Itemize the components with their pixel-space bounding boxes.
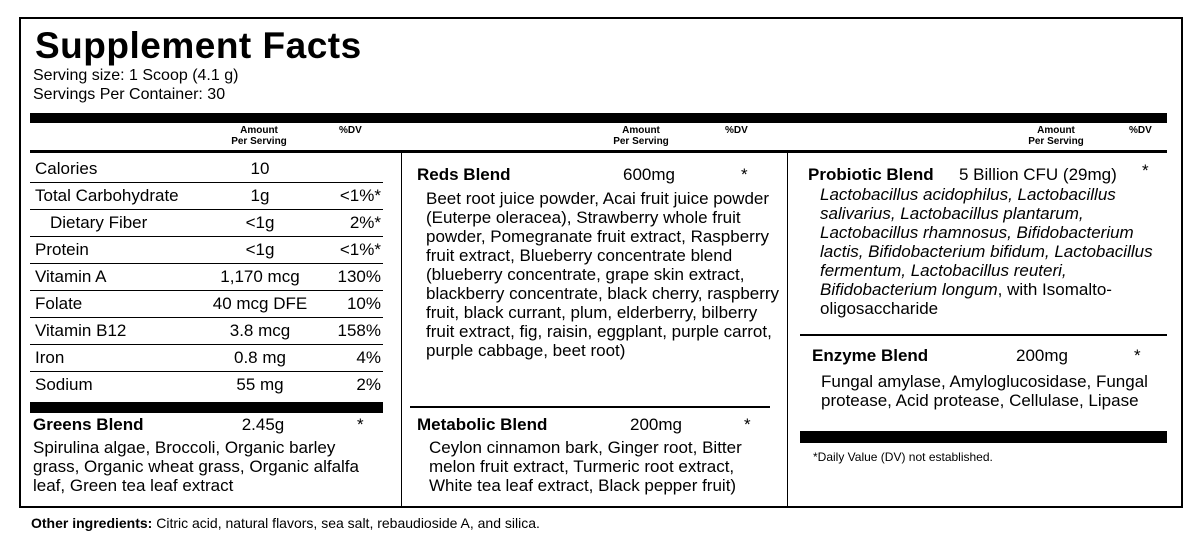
nutrient-amount: 0.8 mg [234,348,286,367]
dv-header-col3: %DV [1129,125,1152,136]
reds-blend-name: Reds Blend [417,165,511,184]
nutrient-name: Vitamin B12 [35,321,127,340]
nutrient-amount: 1,170 mcg [220,267,300,286]
greens-blend-dv: * [357,415,364,434]
other-ingredients-label: Other ingredients: [31,515,153,531]
nutrient-row [30,345,383,372]
nutrient-name: Iron [35,348,65,367]
nutrient-name: Total Carbohydrate [35,186,179,205]
amount-header-col2: Amount Per Serving [613,125,669,147]
greens-blend-ingredients: Spirulina algae, Broccoli, Organic barley grass, Organic wheat grass, Organic alfalfa leaf, Green tea leaf extract [33,438,359,495]
nutrient-name: Vitamin A [35,267,107,286]
metabolic-blend-ingredients: Ceylon cinnamon bark, Ginger root, Bitter melon fruit extract, Turmeric root extract, White tea leaf extract, Black pepper fruit) [429,438,742,495]
nutrient-row [30,237,383,264]
nutrient-amount: 3.8 mcg [229,321,291,340]
nutrient-row [30,372,383,399]
nutrient-name: Sodium [35,375,93,394]
enzyme-blend-dv: * [1134,346,1141,365]
enzyme-blend-ingredients: Fungal amylase, Amyloglucosidase, Fungal protease, Acid protease, Cellulase, Lipase [821,372,1148,410]
probiotic-strains: Lactobacillus acidophilus, Lactobacillus salivarius, Lactobacillus plantarum, Lactobacillus rhamnosus, Bifidobacterium lactis, Bifidobacterium bifidum, Lactobacillus fermentum, Lactobacillus reuteri, Bifidobacterium longum [820,185,1153,299]
enzyme-blend-amount: 200mg [1016,346,1068,365]
greens-blend-amount: 2.45g [241,415,285,434]
metabolic-divider [410,406,770,408]
enzyme-divider [800,334,1167,336]
dv-header-col1: %DV [339,125,362,136]
nutrient-row [30,264,383,291]
reds-blend-ingredients: Beet root juice powder, Acai fruit juice powder (Euterpe oleracea), Strawberry whole fruit powder, Pomegranate fruit extract, Raspberry fruit extract, Blueberry concentrate blend (blueberry concentrate, grape skin extract, blackberry concentrate, black cherry, raspberry fruit, black currant, plum, elderberry, bilberry fruit extract, fig, raisin, eggplant, purple carrot, purple cabbage, beet root) [426,189,780,360]
nutrient-name: Calories [35,159,98,178]
metabolic-blend-amount: 200mg [630,415,682,434]
supplement-facts-panel [19,17,1183,508]
nutrient-amount: 40 mcg DFE [212,294,308,313]
nutrient-dv: 2% [356,375,381,394]
reds-blend-dv: * [741,165,748,184]
nutrient-amount: <1g [245,213,275,232]
enzyme-blend-name: Enzyme Blend [812,346,929,365]
nutrient-dv: 130% [337,267,381,286]
nutrient-amount: 55 mg [236,375,284,394]
nutrient-amount: <1g [245,240,275,259]
nutrient-name: Folate [35,294,83,313]
serving-size: Serving size: 1 Scoop (4.1 g) [33,67,239,84]
probiotic-blend-amount: 5 Billion CFU (29mg) [959,165,1117,184]
nutrient-row [30,183,383,210]
header-rule [30,150,1167,153]
nutrient-name: Protein [35,240,89,259]
page-title: Supplement Facts [35,25,362,66]
column-divider-2 [787,153,788,508]
nutrient-row [30,210,383,237]
nutrient-dv: 158% [337,321,381,340]
nutrient-row [30,291,383,318]
top-divider [30,113,1167,123]
nutrient-row [30,156,383,183]
nutrient-dv: 2%* [349,213,381,232]
metabolic-blend-name: Metabolic Blend [417,415,548,434]
nutrient-amount: 10 [250,159,270,178]
nutrient-row [30,318,383,345]
amount-header-col1: Amount Per Serving [231,125,287,147]
nutrient-name: Dietary Fiber [50,213,148,232]
probiotic-carrier: , with Isomalto-oligosaccharide [820,280,1112,318]
servings-per-container: Servings Per Container: 30 [33,86,226,103]
probiotic-blend-ingredients [820,185,1165,318]
daily-value-footnote: *Daily Value (DV) not established. [813,450,993,464]
nutrient-dv: 4% [356,348,381,367]
other-ingredients [31,515,540,531]
other-ingredients-text: Citric acid, natural flavors, sea salt, rebaudioside A, and silica. [156,515,540,531]
probiotic-blend-dv: * [1142,161,1149,180]
probiotic-blend-name: Probiotic Blend [808,165,934,184]
dv-header-col2: %DV [725,125,748,136]
greens-blend-name: Greens Blend [33,415,144,434]
greens-divider [30,402,383,413]
amount-header-col3: Amount Per Serving [1028,125,1084,147]
nutrient-dv: <1%* [339,240,381,259]
column-divider-1 [401,153,402,508]
nutrient-dv: 10% [346,294,381,313]
footnote-divider [800,431,1167,443]
nutrient-amount: 1g [250,186,270,205]
nutrient-dv: <1%* [339,186,381,205]
metabolic-blend-dv: * [744,415,751,434]
reds-blend-amount: 600mg [623,165,675,184]
